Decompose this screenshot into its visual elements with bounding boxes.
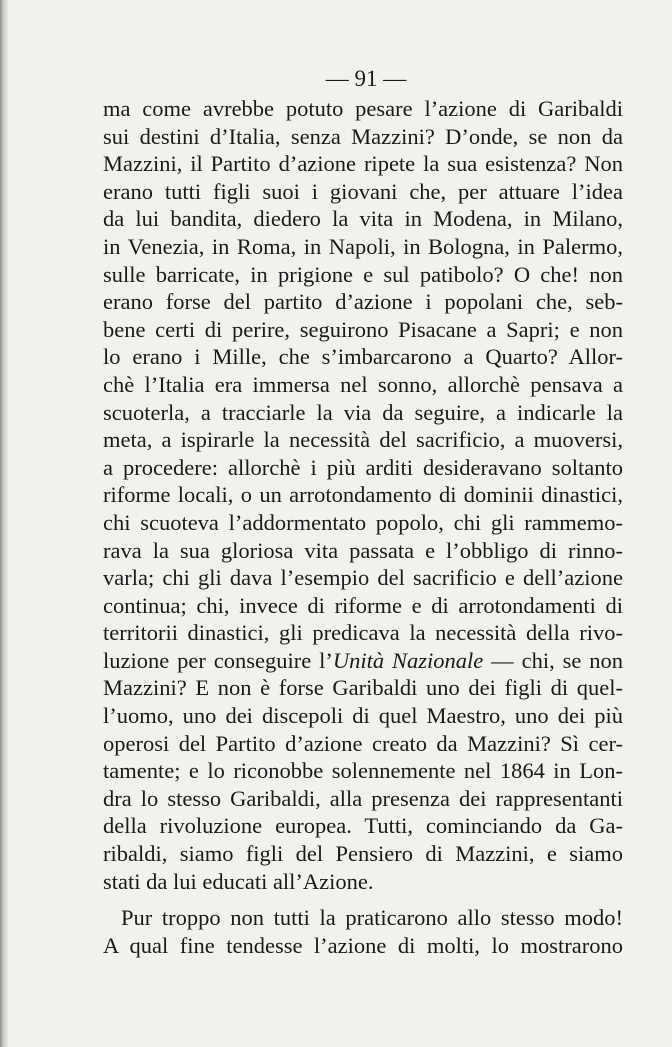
text-segment: — chi, se non: [483, 647, 623, 673]
text-line: meta, a ispirarle la necessità del sacrificio, a muoversi,: [103, 427, 623, 453]
text-line: scuoterla, a tracciarle la via da seguire, a indicarle la: [103, 399, 623, 425]
text-line: chè l’Italia era immersa nel sonno, allorchè pensava a: [103, 371, 623, 397]
page-number: — 91 —: [325, 66, 407, 91]
text-line: Mazzini, il Partito d’azione ripete la sua esistenza? Non: [103, 151, 623, 177]
text-line: ribaldi, siamo figli del Pensiero di Mazzini, e siamo: [103, 841, 623, 867]
text-line: a procedere: allorchè i più arditi desideravano soltanto: [103, 454, 623, 480]
text-line: bene certi di perire, seguirono Pisacane a Sapri; e non: [103, 316, 623, 342]
binding-shadow: [0, 0, 8, 1047]
text-line: tamente; e lo riconobbe solennemente nel 1864 in Lon-: [103, 758, 623, 784]
text-line-paragraph-end: stati da lui educati all’Azione.: [103, 868, 374, 894]
paragraph-1: [103, 95, 623, 895]
text-line: l’uomo, uno dei discepoli di quel Maestro, uno dei più: [103, 703, 623, 729]
text-line: sulle barricate, in prigione e sul patibolo? O che! non: [103, 261, 623, 287]
text-line: lo erano i Mille, che s’imbarcarono a Quarto? Allor-: [103, 344, 623, 370]
text-line: in Venezia, in Roma, in Napoli, in Bologna, in Palermo,: [103, 233, 623, 259]
text-line: rava la sua gloriosa vita passata e l’obbligo di rinno-: [103, 537, 623, 563]
body-text: [103, 95, 623, 959]
text-line-indented: Pur troppo non tutti la praticarono allo stesso modo!: [121, 905, 623, 931]
text-line: della rivoluzione europea. Tutti, cominciando da Ga-: [103, 813, 623, 839]
text-segment: luzione per conseguire l’: [103, 647, 333, 673]
text-line: ma come avrebbe potuto pesare l’azione di Garibaldi: [103, 96, 623, 121]
text-line: chi scuoteva l’addormentato popolo, chi gli rammemo-: [103, 509, 623, 535]
text-line: territorii dinastici, gli predicava la necessità della rivo-: [103, 620, 623, 646]
text-line: operosi del Partito d’azione creato da Mazzini? Sì cer-: [103, 730, 623, 756]
text-line: erano forse del partito d’azione i popolani che, seb-: [103, 289, 623, 315]
text-line: dra lo stesso Garibaldi, alla presenza dei rappresentanti: [103, 785, 623, 811]
text-line: da lui bandita, diedero la vita in Modena, in Milano,: [103, 206, 623, 232]
text-line: varla; chi gli dava l’esempio del sacrificio e dell’azione: [103, 565, 623, 591]
text-line: continua; chi, invece di riforme e di arrotondamenti di: [103, 592, 623, 618]
text-line-with-italic: [103, 647, 623, 675]
paragraph-2: [103, 904, 623, 959]
text-line: sui destini d’Italia, senza Mazzini? D’onde, se non da: [103, 123, 623, 149]
text-line: Mazzini? E non è forse Garibaldi uno dei figli di quel-: [103, 675, 623, 701]
italic-phrase: Unità Nazionale: [332, 647, 484, 673]
text-line: riforme locali, o un arrotondamento di dominii dinastici,: [103, 482, 623, 508]
text-line: A qual fine tendesse l’azione di molti, lo mostrarono: [103, 932, 623, 958]
text-line: erano tutti figli suoi i giovani che, per attuare l’idea: [103, 178, 623, 204]
paragraph-gap: [103, 895, 623, 904]
